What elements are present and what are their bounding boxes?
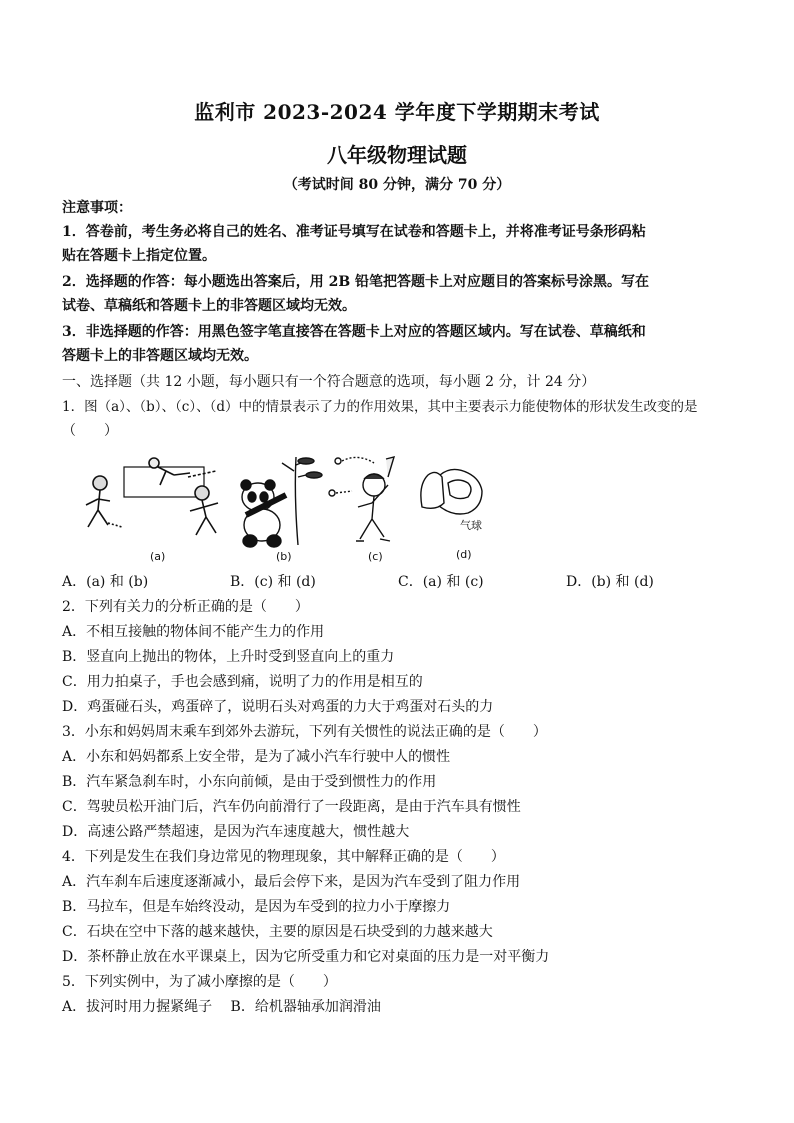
option-a: A．小东和妈妈都系上安全带，是为了减小汽车行驶中人的惯性 <box>62 749 451 765</box>
notice-line: 贴在答题卡上指定位置。 <box>62 248 216 264</box>
exam-info: （考试时间 80 分钟，满分 70 分） <box>283 177 511 193</box>
figure-label: (a) <box>150 550 166 563</box>
notice-line: 答题卡上的非答题区域均无效。 <box>62 348 258 364</box>
option-b: B．竖直向上抛出的物体，上升时受到竖直向上的重力 <box>62 649 395 665</box>
option-c: C．驾驶员松开油门后，汽车仍向前滑行了一段距离，是由于汽车具有惯性 <box>62 799 521 815</box>
balloon-label: 气球 <box>460 519 482 532</box>
option-a: A．汽车刹车后速度逐渐减小，最后会停下来，是因为汽车受到了阻力作用 <box>62 874 521 890</box>
section-heading: 一、选择题（共 12 小题，每小题只有一个符合题意的选项，每小题 2 分，计 24 分） <box>62 374 596 390</box>
option-d: D．(b) 和 (d) <box>566 574 654 590</box>
option-a: A．(a) 和 (b) <box>62 574 149 590</box>
option-b: B．汽车紧急刹车时，小东向前倾，是由于受到惯性力的作用 <box>62 774 437 790</box>
question-stem-cont: （ ） <box>62 423 118 439</box>
exam-title: 监利市 2023-2024 学年度下学期期末考试 <box>194 100 600 124</box>
question-stem: 1．图（a）、（b）、（c）、（d）中的情景表示了力的作用效果，其中主要表示力能使物体的形状发生改变的是 <box>62 399 698 415</box>
figure-label: (b) <box>276 550 292 563</box>
notice-heading: 注意事项： <box>62 200 132 216</box>
figure-label: (c) <box>368 550 383 563</box>
notice-line: 3．非选择题的作答：用黑色签字笔直接答在答题卡上对应的答题区域内。写在试卷、草稿纸和 <box>62 324 646 340</box>
option-c: C．(a) 和 (c) <box>398 574 484 590</box>
option-d: D．鸡蛋碰石头，鸡蛋碎了，说明石头对鸡蛋的力大于鸡蛋对石头的力 <box>62 699 494 715</box>
question-stem: 5．下列实例中，为了减小摩擦的是（ ） <box>62 974 337 990</box>
option-b: B．马拉车，但是车始终没动，是因为车受到的拉力小于摩擦力 <box>62 899 451 915</box>
option-a: A．不相互接触的物体间不能产生力的作用 <box>62 624 325 640</box>
figure-label: (d) <box>456 548 472 561</box>
exam-subtitle: 八年级物理试题 <box>327 143 467 167</box>
q1-figure-strip <box>78 455 508 567</box>
notice-line: 2．选择题的作答：每小题选出答案后，用 2B 铅笔把答题卡上对应题目的答案标号涂黑。写在 <box>62 274 650 290</box>
option-c: C．用力拍桌子，手也会感到痛，说明了力的作用是相互的 <box>62 674 423 690</box>
notice-line: 试卷、草稿纸和答题卡上的非答题区域均无效。 <box>62 298 356 314</box>
option-c: C．石块在空中下落的越来越快，主要的原因是石块受到的力越来越大 <box>62 924 493 940</box>
option-d: D．茶杯静止放在水平课桌上，因为它所受重力和它对桌面的压力是一对平衡力 <box>62 949 550 965</box>
option-b: B．(c) 和 (d) <box>230 574 316 590</box>
question-stem: 4．下列是发生在我们身边常见的物理现象，其中解释正确的是（ ） <box>62 849 505 865</box>
notice-line: 1．答卷前，考生务必将自己的姓名、准考证号填写在试卷和答题卡上，并将准考证号条形码粘 <box>62 224 646 240</box>
options-line: A．拔河时用力握紧绳子 B．给机器轴承加润滑油 <box>62 999 381 1015</box>
option-d: D．高速公路严禁超速，是因为汽车速度越大，惯性越大 <box>62 824 410 840</box>
question-stem: 2．下列有关力的分析正确的是（ ） <box>62 599 309 615</box>
question-stem: 3．小东和妈妈周末乘车到郊外去游玩，下列有关惯性的说法正确的是（ ） <box>62 724 547 740</box>
